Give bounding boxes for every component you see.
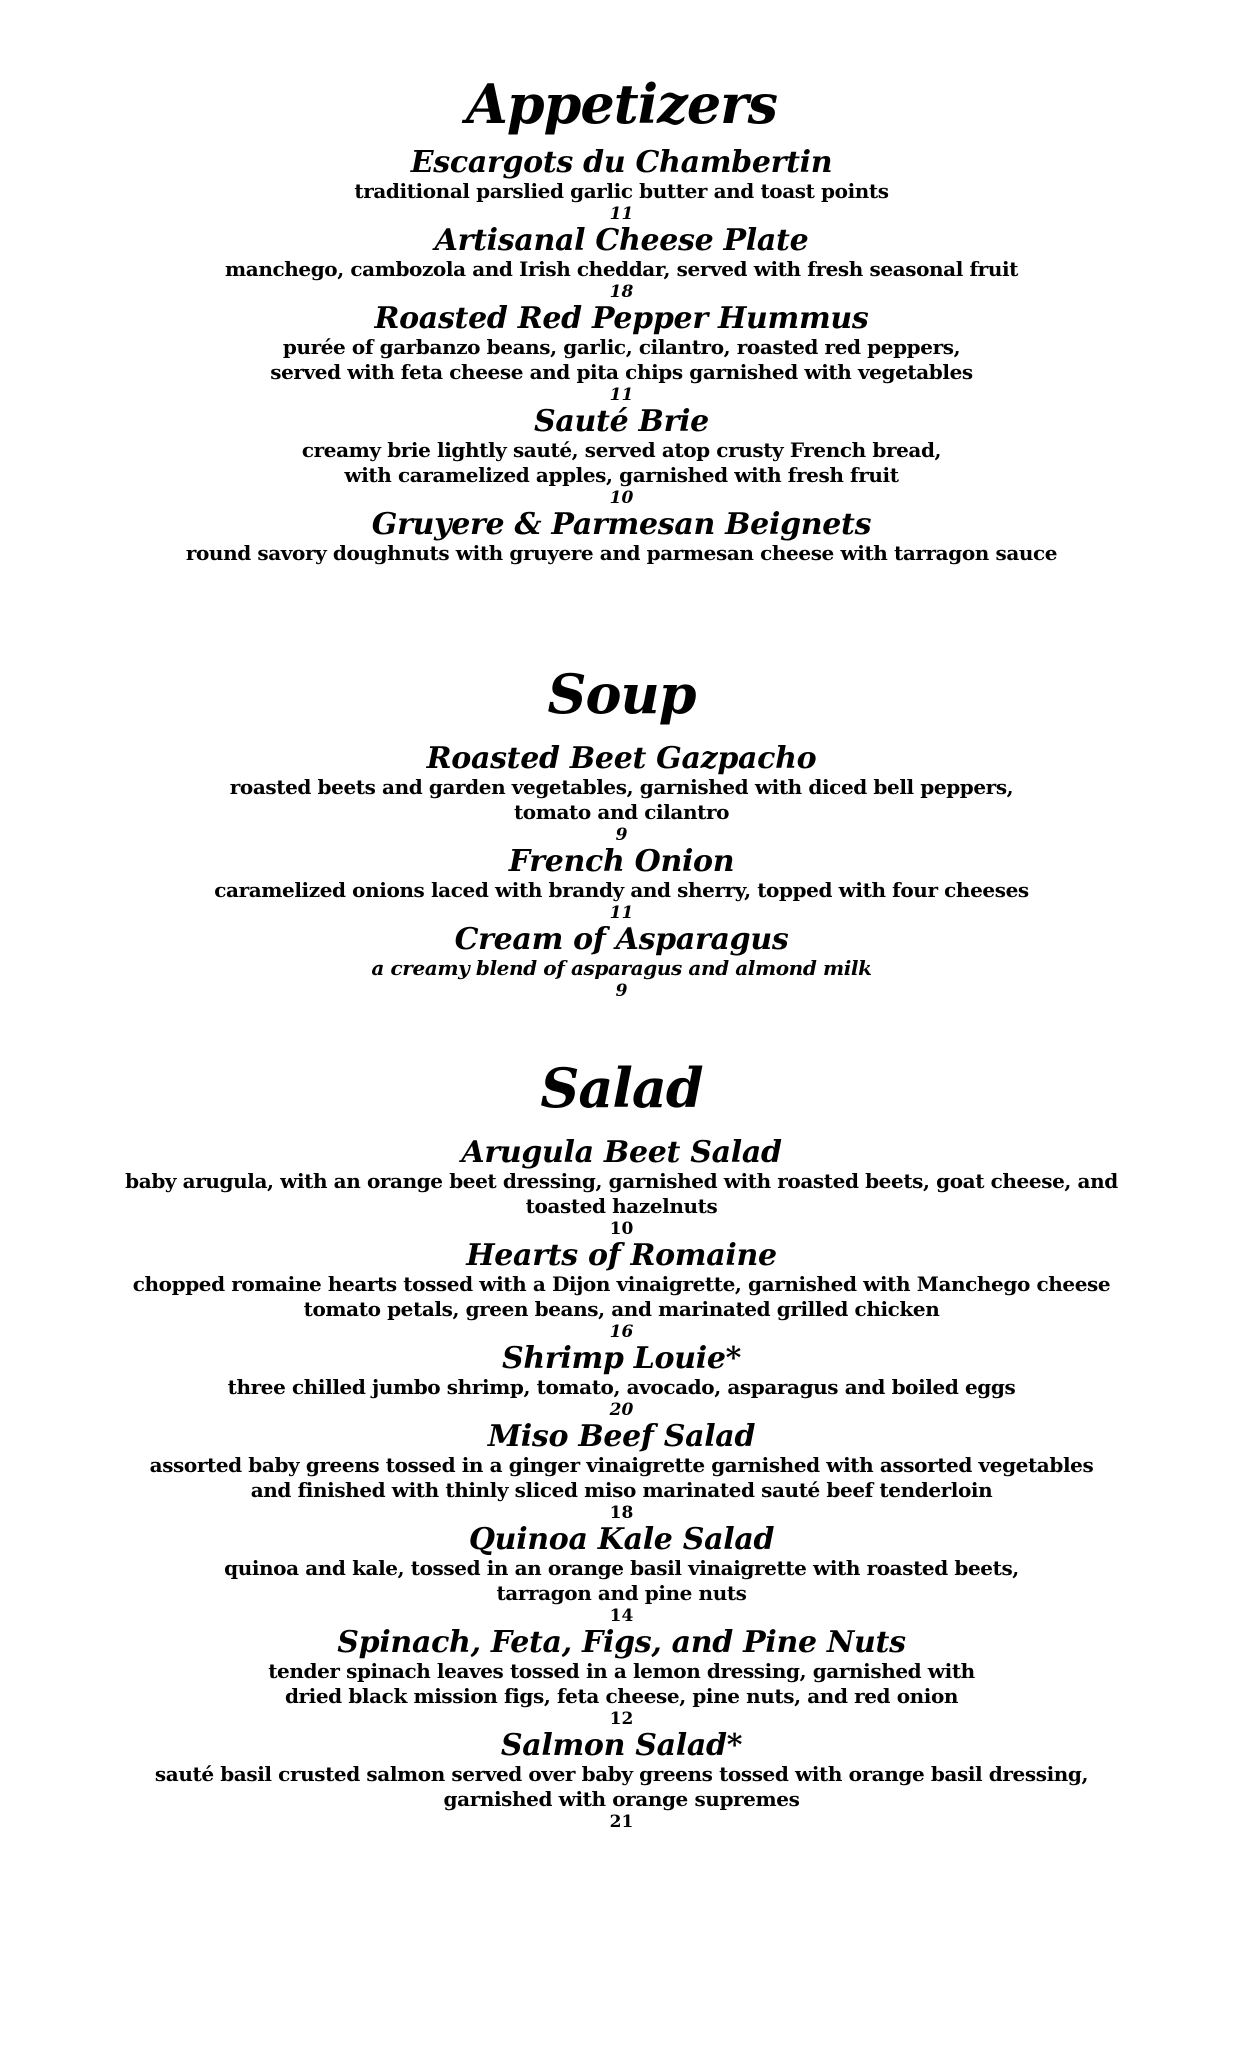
item-name: Salmon Salad* bbox=[500, 1728, 743, 1763]
item-description: chopped romaine hearts tossed with a Dijon vinaigrette, garnished with Manchego cheese tomato petals, green beans, and marinated grilled chicken bbox=[132, 1272, 1111, 1321]
item-name: Hearts of Romaine bbox=[466, 1238, 777, 1273]
item-description: creamy brie lightly sauté, served atop crusty French bread, with caramelized apples, garnished with fresh fruit bbox=[301, 438, 942, 487]
menu-item bbox=[0, 405, 1243, 508]
item-name: French Onion bbox=[508, 844, 735, 879]
item-price: 11 bbox=[609, 204, 634, 224]
item-price: 18 bbox=[609, 1503, 634, 1523]
menu-item bbox=[0, 845, 1243, 923]
item-name: Escargots du Chambertin bbox=[410, 145, 833, 180]
item-description: purée of garbanzo beans, garlic, cilantro, roasted red peppers, served with feta cheese and pita chips garnished with vegetables bbox=[270, 335, 973, 384]
item-price: 11 bbox=[609, 385, 634, 405]
item-price: 14 bbox=[609, 1606, 634, 1626]
menu-item bbox=[0, 508, 1243, 566]
menu-item bbox=[0, 923, 1243, 1001]
item-price: 11 bbox=[609, 903, 634, 923]
section-title: Salad bbox=[540, 1056, 703, 1120]
section-title: Appetizers bbox=[465, 72, 778, 136]
menu-item bbox=[0, 1626, 1243, 1729]
item-price: 16 bbox=[609, 1322, 634, 1342]
menu-item bbox=[0, 224, 1243, 302]
item-name: Sauté Brie bbox=[534, 404, 709, 439]
item-name: Artisanal Cheese Plate bbox=[434, 223, 809, 258]
item-name: Miso Beef Salad bbox=[487, 1419, 756, 1454]
menu-item bbox=[0, 1239, 1243, 1342]
item-name: Cream of Asparagus bbox=[454, 922, 789, 957]
section-salad bbox=[0, 1058, 1243, 1832]
item-price: 10 bbox=[609, 488, 634, 508]
menu-item bbox=[0, 1136, 1243, 1239]
section-title: Soup bbox=[547, 662, 696, 726]
item-description: quinoa and kale, tossed in an orange basil vinaigrette with roasted beets, tarragon and pine nuts bbox=[224, 1556, 1019, 1605]
item-name: Quinoa Kale Salad bbox=[468, 1522, 775, 1557]
item-price: 10 bbox=[609, 1219, 634, 1239]
item-name: Arugula Beet Salad bbox=[461, 1135, 782, 1170]
menu-item bbox=[0, 1523, 1243, 1626]
item-description: manchego, cambozola and Irish cheddar, served with fresh seasonal fruit bbox=[225, 257, 1018, 281]
menu-item bbox=[0, 1729, 1243, 1832]
item-description: roasted beets and garden vegetables, garnished with diced bell peppers, tomato and cilantro bbox=[229, 775, 1014, 824]
item-description: caramelized onions laced with brandy and sherry, topped with four cheeses bbox=[214, 878, 1029, 902]
item-name: Spinach, Feta, Figs, and Pine Nuts bbox=[337, 1625, 906, 1660]
item-name: Shrimp Louie* bbox=[501, 1341, 742, 1376]
menu-item bbox=[0, 742, 1243, 845]
item-price: 20 bbox=[609, 1400, 634, 1420]
item-description: three chilled jumbo shrimp, tomato, avocado, asparagus and boiled eggs bbox=[227, 1375, 1016, 1399]
item-price: 12 bbox=[609, 1709, 634, 1729]
item-price: 9 bbox=[615, 981, 628, 1001]
menu-item bbox=[0, 1420, 1243, 1523]
item-description: traditional parslied garlic butter and toast points bbox=[354, 179, 889, 203]
menu-item bbox=[0, 146, 1243, 224]
item-name: Roasted Red Pepper Hummus bbox=[374, 301, 869, 336]
item-price: 18 bbox=[609, 282, 634, 302]
item-description: assorted baby greens tossed in a ginger vinaigrette garnished with assorted vegetables and finished with thinly sliced miso marinated sauté beef tenderloin bbox=[149, 1453, 1094, 1502]
item-price: 9 bbox=[615, 825, 628, 845]
item-description: a creamy blend of asparagus and almond milk bbox=[371, 956, 872, 980]
item-description: sauté basil crusted salmon served over baby greens tossed with orange basil dressing, garnished with orange supremes bbox=[154, 1762, 1089, 1811]
item-description: tender spinach leaves tossed in a lemon dressing, garnished with dried black mission figs, feta cheese, pine nuts, and red onion bbox=[268, 1659, 975, 1708]
menu-item bbox=[0, 1342, 1243, 1420]
item-name: Gruyere & Parmesan Beignets bbox=[371, 507, 872, 542]
section-soup bbox=[0, 664, 1243, 1001]
item-description: round savory doughnuts with gruyere and parmesan cheese with tarragon sauce bbox=[185, 541, 1058, 565]
menu-item bbox=[0, 302, 1243, 405]
item-description: baby arugula, with an orange beet dressing, garnished with roasted beets, goat cheese, and toasted hazelnuts bbox=[125, 1169, 1118, 1218]
section-appetizers bbox=[0, 74, 1243, 566]
item-name: Roasted Beet Gazpacho bbox=[426, 741, 817, 776]
item-price: 21 bbox=[609, 1812, 634, 1832]
